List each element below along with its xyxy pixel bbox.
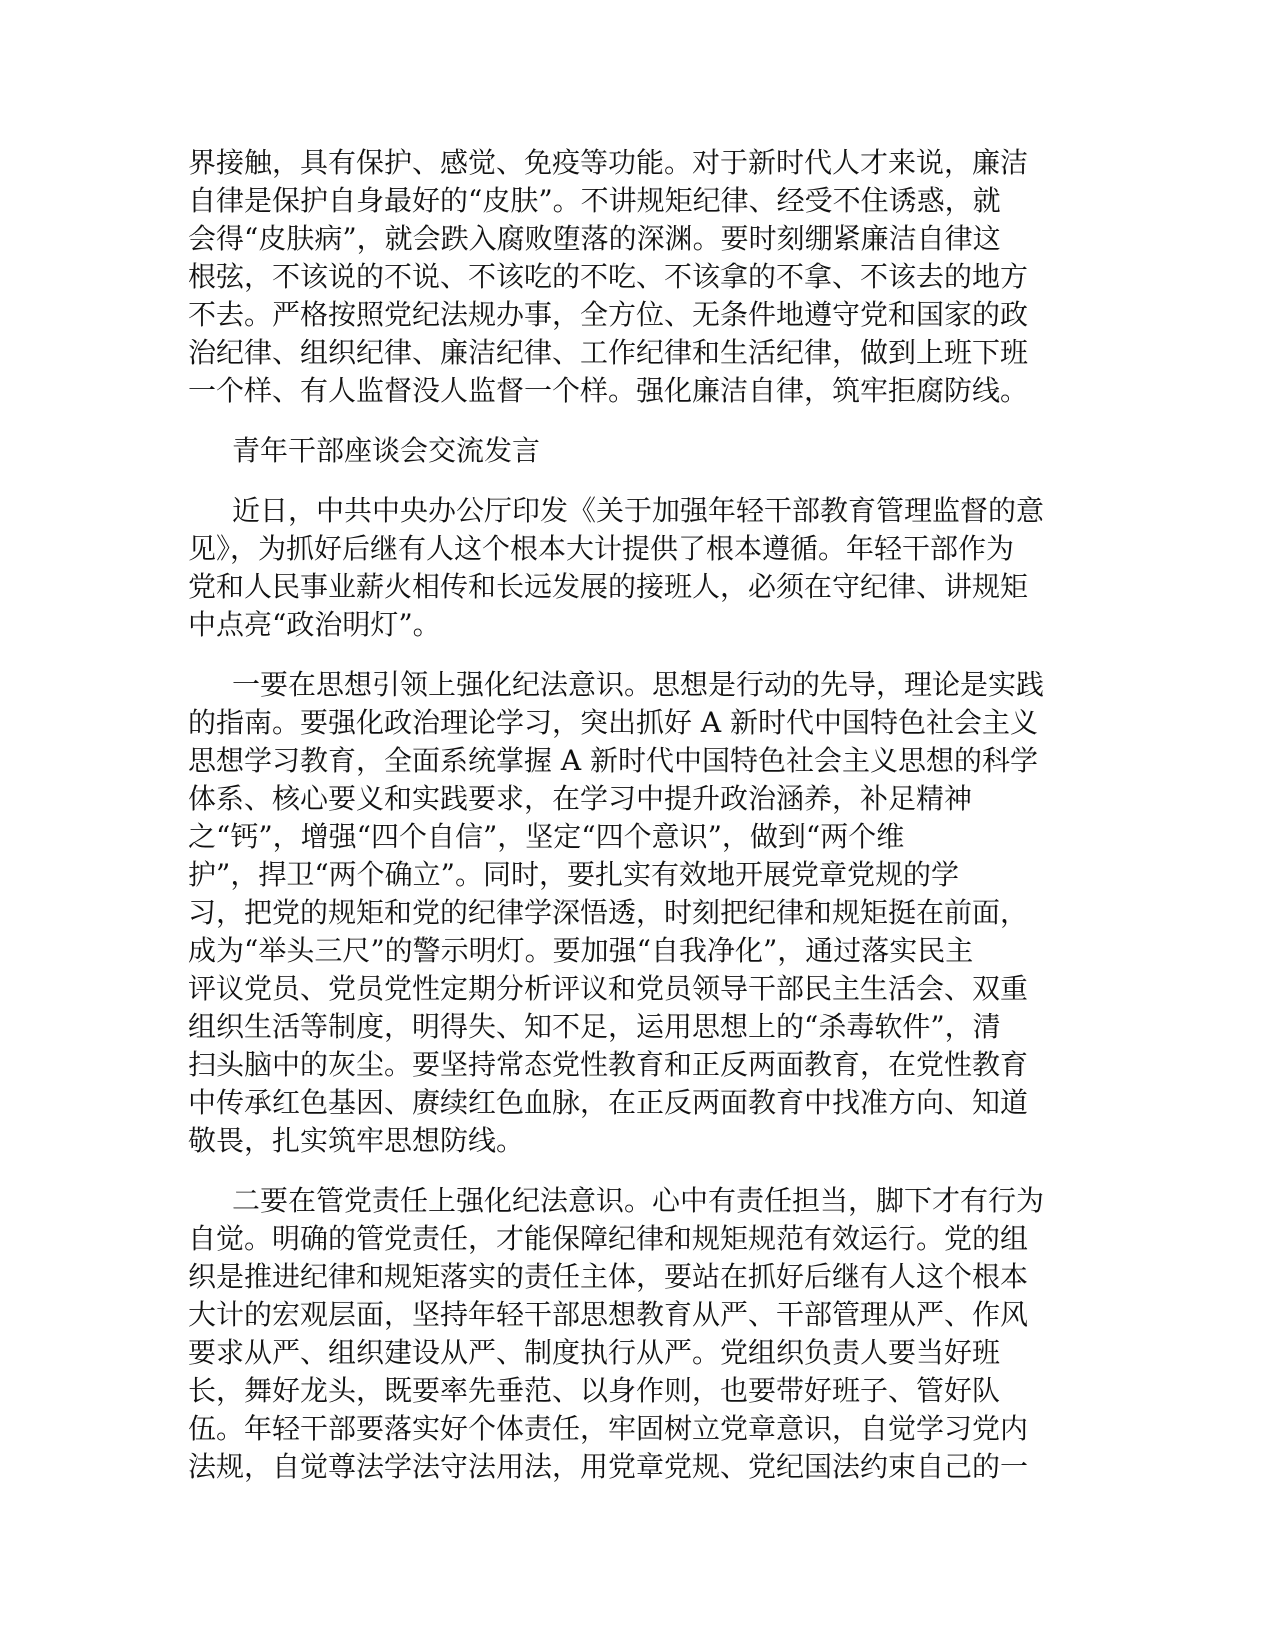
text-line: 护”，捍卫“两个确立”。同时，要扎实有效地开展党章党规的学 <box>188 858 959 891</box>
text-line: 织是推进纪律和规矩落实的责任主体，要站在抓好后继有人这个根本 <box>188 1260 1029 1293</box>
text-line: 见》，为抓好后继有人这个根本大计提供了根本遵循。年轻干部作为 <box>188 532 1015 565</box>
text-line: 一个样、有人监督没人监督一个样。强化廉洁自律，筑牢拒腐防线。 <box>188 374 1029 407</box>
text-line: 大计的宏观层面，坚持年轻干部思想教育从严、干部管理从严、作风 <box>188 1298 1029 1331</box>
text-line: 评议党员、党员党性定期分析评议和党员领导干部民主生活会、双重 <box>188 972 1029 1005</box>
text-line: 组织生活等制度，明得失、知不足，运用思想上的“杀毒软件”，清 <box>188 1010 1001 1043</box>
text-line: 界接触，具有保护、感觉、免疫等功能。对于新时代人才来说，廉洁 <box>188 146 1029 179</box>
document-page <box>188 144 1088 1486</box>
text-line: 法规，自觉尊法学法守法用法，用党章党规、党纪国法约束自己的一 <box>188 1450 1029 1483</box>
text-line: 之“钙”，增强“四个自信”，坚定“四个意识”，做到“两个维 <box>188 820 905 853</box>
text-line: 不去。严格按照党纪法规办事，全方位、无条件地遵守党和国家的政 <box>188 298 1029 331</box>
text-line: 伍。年轻干部要落实好个体责任，牢固树立党章意识，自觉学习党内 <box>188 1412 1029 1445</box>
text-line: 中传承红色基因、赓续红色血脉，在正反两面教育中找准方向、知道 <box>188 1086 1029 1119</box>
text-line: 自觉。明确的管党责任，才能保障纪律和规矩规范有效运行。党的组 <box>188 1222 1029 1255</box>
paragraph-self-discipline-continued <box>188 144 1088 410</box>
text-line: 的指南。要强化政治理论学习，突出抓好 A 新时代中国特色社会主义 <box>188 706 1039 739</box>
text-line: 党和人民事业薪火相传和长远发展的接班人，必须在守纪律、讲规矩 <box>188 570 1029 603</box>
text-line: 成为“举头三尺”的警示明灯。要加强“自我净化”，通过落实民主 <box>188 934 974 967</box>
text-line: 二要在管党责任上强化纪法意识。心中有责任担当，脚下才有行为 <box>232 1184 1045 1217</box>
paragraph-point-one <box>188 666 1088 1160</box>
heading-text: 青年干部座谈会交流发言 <box>232 434 541 467</box>
text-line: 敬畏，扎实筑牢思想防线。 <box>188 1124 525 1157</box>
text-line: 长，舞好龙头，既要率先垂范、以身作则，也要带好班子、管好队 <box>188 1374 1001 1407</box>
text-line: 中点亮“政治明灯”。 <box>188 608 441 641</box>
text-line: 扫头脑中的灰尘。要坚持常态党性教育和正反两面教育，在党性教育 <box>188 1048 1029 1081</box>
text-line: 会得“皮肤病”，就会跌入腐败堕落的深渊。要时刻绷紧廉洁自律这 <box>188 222 1001 255</box>
paragraph-intro <box>188 492 1088 644</box>
text-line: 体系、核心要义和实践要求，在学习中提升政治涵养，补足精神 <box>188 782 973 815</box>
section-heading <box>188 432 1088 470</box>
text-line: 根弦，不该说的不说、不该吃的不吃、不该拿的不拿、不该去的地方 <box>188 260 1029 293</box>
text-line: 一要在思想引领上强化纪法意识。思想是行动的先导，理论是实践 <box>232 668 1045 701</box>
paragraph-point-two <box>188 1182 1088 1486</box>
text-line: 治纪律、组织纪律、廉洁纪律、工作纪律和生活纪律，做到上班下班 <box>188 336 1029 369</box>
text-line: 思想学习教育，全面系统掌握 A 新时代中国特色社会主义思想的科学 <box>188 744 1039 777</box>
text-line: 自律是保护自身最好的“皮肤”。不讲规矩纪律、经受不住诱惑，就 <box>188 184 1001 217</box>
text-line: 近日，中共中央办公厅印发《关于加强年轻干部教育管理监督的意 <box>232 494 1045 527</box>
text-line: 习，把党的规矩和党的纪律学深悟透，时刻把纪律和规矩挺在前面， <box>188 896 1029 929</box>
text-line: 要求从严、组织建设从严、制度执行从严。党组织负责人要当好班 <box>188 1336 1001 1369</box>
